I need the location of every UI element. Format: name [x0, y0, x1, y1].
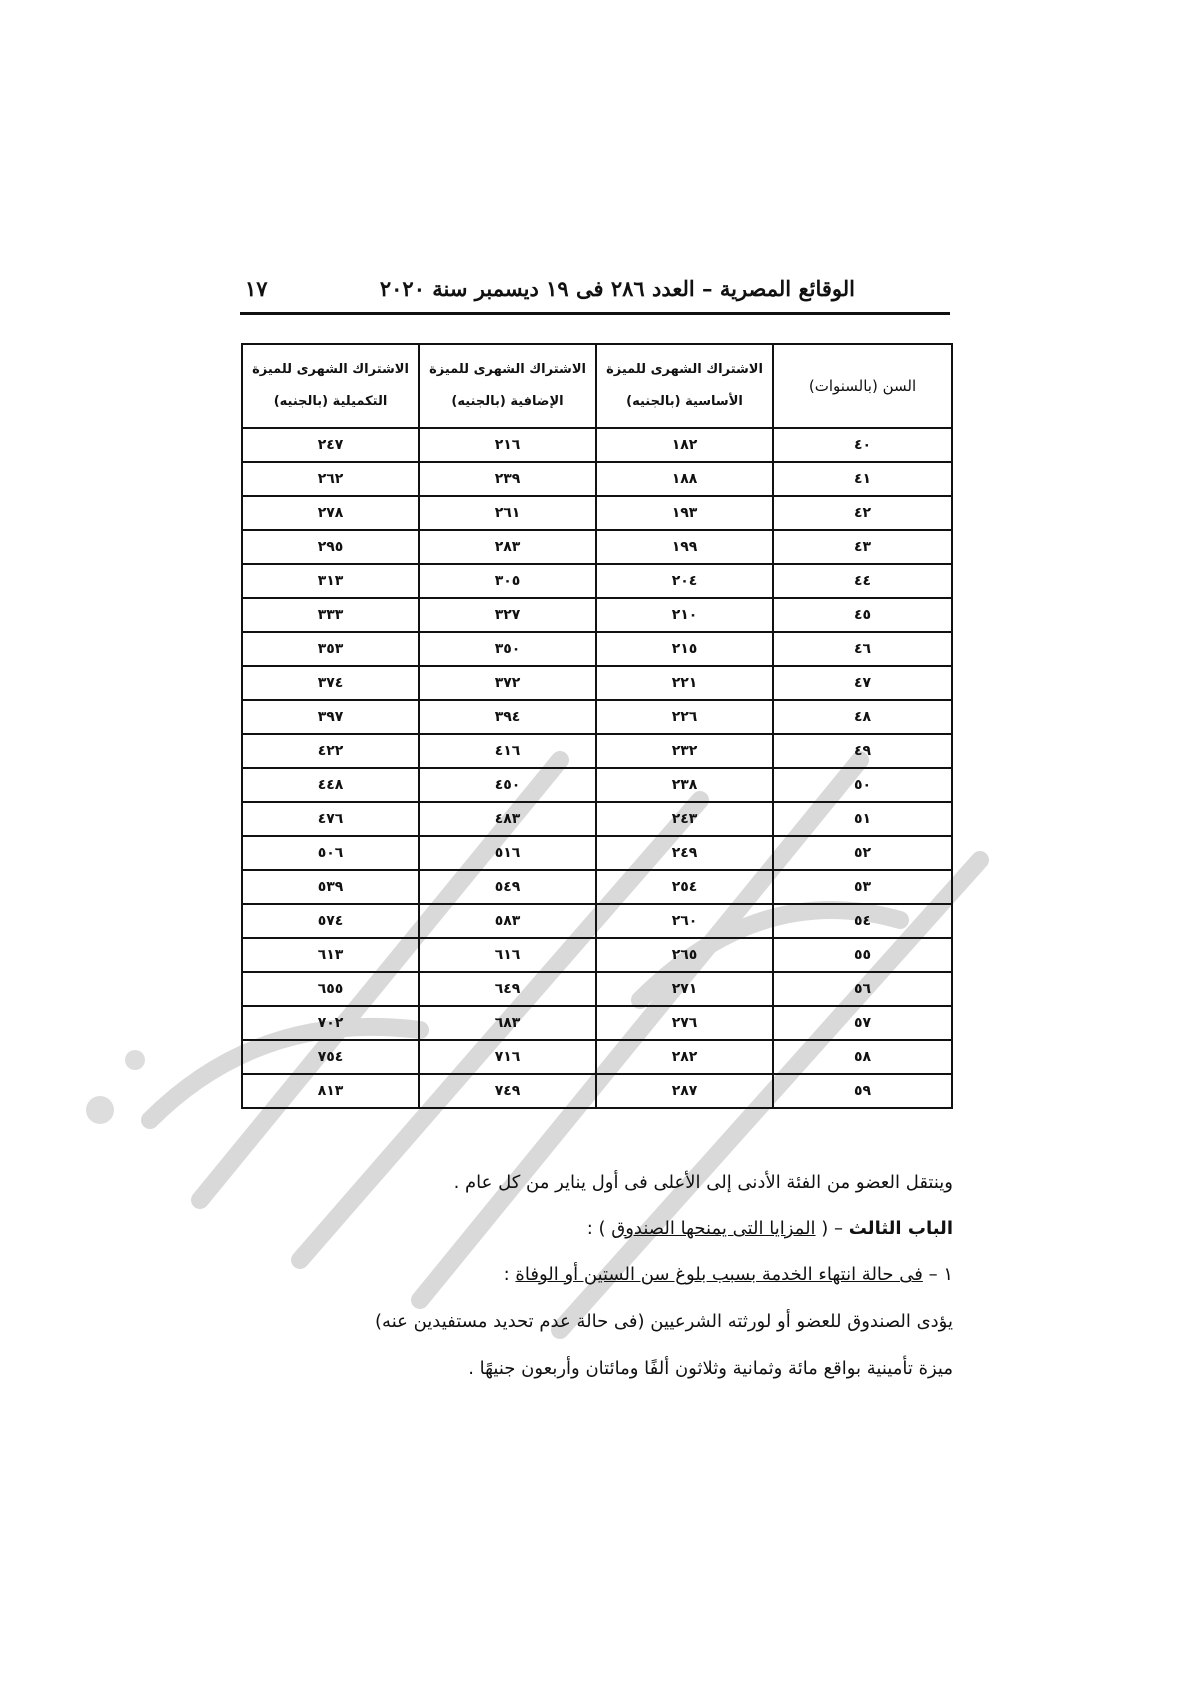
clause-body-line2: ميزة تأمينية بواقع مائة وثمانية وثلاثون ألفًا ومائتان وأربعون جنيهًا . [468, 1358, 953, 1379]
chapter-subtitle: المزايا التى يمنحها الصندوق [611, 1218, 816, 1239]
header-additional-line1: الاشتراك الشهرى للميزة [429, 362, 586, 377]
cell-complementary: ٦١٣ [242, 938, 419, 972]
table-row [242, 632, 952, 666]
cell-additional: ٣٥٠ [419, 632, 596, 666]
cell-basic: ٢٤٣ [596, 802, 773, 836]
table-row [242, 700, 952, 734]
cell-complementary: ٣٥٣ [242, 632, 419, 666]
cell-complementary: ٤٧٦ [242, 802, 419, 836]
cell-additional: ٤٨٣ [419, 802, 596, 836]
cell-age: ٤٠ [773, 428, 952, 462]
cell-complementary: ٣٩٧ [242, 700, 419, 734]
cell-complementary: ٣٧٤ [242, 666, 419, 700]
cell-age: ٤٦ [773, 632, 952, 666]
table-body [242, 428, 952, 1108]
cell-basic: ١٩٩ [596, 530, 773, 564]
cell-age: ٤٧ [773, 666, 952, 700]
table-row [242, 530, 952, 564]
cell-additional: ٣٢٧ [419, 598, 596, 632]
cell-basic: ٢٨٧ [596, 1074, 773, 1108]
table-row [242, 904, 952, 938]
header-basic-line2: الأساسية (بالجنيه) [626, 394, 743, 409]
cell-age: ٤٣ [773, 530, 952, 564]
cell-basic: ٢٢٦ [596, 700, 773, 734]
cell-additional: ٥١٦ [419, 836, 596, 870]
chapter-heading [220, 1218, 953, 1239]
table-row [242, 1074, 952, 1108]
cell-complementary: ٤٤٨ [242, 768, 419, 802]
cell-additional: ٢٣٩ [419, 462, 596, 496]
chapter-label: الباب الثالث [848, 1218, 953, 1239]
table-row [242, 802, 952, 836]
cell-age: ٥٣ [773, 870, 952, 904]
cell-additional: ٤١٦ [419, 734, 596, 768]
cell-complementary: ٢٧٨ [242, 496, 419, 530]
cell-additional: ٢٨٣ [419, 530, 596, 564]
table-row [242, 836, 952, 870]
cell-complementary: ٣١٣ [242, 564, 419, 598]
cell-additional: ٥٤٩ [419, 870, 596, 904]
cell-complementary: ٢٩٥ [242, 530, 419, 564]
cell-basic: ٢٨٢ [596, 1040, 773, 1074]
cell-additional: ٤٥٠ [419, 768, 596, 802]
cell-complementary: ٥٧٤ [242, 904, 419, 938]
cell-age: ٤٤ [773, 564, 952, 598]
header-complementary-line1: الاشتراك الشهرى للميزة [252, 362, 409, 377]
cell-age: ٤٥ [773, 598, 952, 632]
cell-basic: ٢٧١ [596, 972, 773, 1006]
page-header [240, 272, 950, 315]
cell-age: ٤٢ [773, 496, 952, 530]
table-row [242, 938, 952, 972]
cell-basic: ٢١٥ [596, 632, 773, 666]
cell-complementary: ٥٠٦ [242, 836, 419, 870]
clause-number: ١ – [922, 1264, 953, 1285]
cell-additional: ٣٧٢ [419, 666, 596, 700]
clause-end: : [503, 1264, 516, 1285]
cell-age: ٥٦ [773, 972, 952, 1006]
cell-additional: ٣٠٥ [419, 564, 596, 598]
cell-basic: ٢٣٢ [596, 734, 773, 768]
cell-additional: ٦١٦ [419, 938, 596, 972]
cell-complementary: ٦٥٥ [242, 972, 419, 1006]
cell-age: ٤٩ [773, 734, 952, 768]
cell-basic: ٢٧٦ [596, 1006, 773, 1040]
table-row [242, 666, 952, 700]
cell-complementary: ٢٦٢ [242, 462, 419, 496]
table-row [242, 1040, 952, 1074]
cell-basic: ١٩٣ [596, 496, 773, 530]
clause-body-line1: يؤدى الصندوق للعضو أو لورثته الشرعيين (فى حالة عدم تحديد مستفيدين عنه) [375, 1311, 953, 1332]
cell-additional: ٣٩٤ [419, 700, 596, 734]
cell-basic: ٢٦٥ [596, 938, 773, 972]
table-row [242, 972, 952, 1006]
table-row [242, 462, 952, 496]
header-complementary-line2: التكميلية (بالجنيه) [273, 394, 388, 409]
transfer-note: وينتقل العضو من الفئة الأدنى إلى الأعلى فى أول يناير من كل عام . [453, 1172, 953, 1193]
clause-one [220, 1264, 953, 1285]
table-row [242, 768, 952, 802]
table-row [242, 564, 952, 598]
chapter-dash: – ( [815, 1218, 849, 1239]
gazette-title: الوقائع المصرية – العدد ٢٨٦ فى ١٩ ديسمبر سنة ٢٠٢٠ [379, 276, 855, 301]
subscription-table [241, 343, 953, 1109]
table-row [242, 734, 952, 768]
cell-basic: ١٨٢ [596, 428, 773, 462]
cell-basic: ٢٤٩ [596, 836, 773, 870]
table-row [242, 428, 952, 462]
cell-age: ٥٧ [773, 1006, 952, 1040]
cell-complementary: ٥٣٩ [242, 870, 419, 904]
cell-basic: ٢٠٤ [596, 564, 773, 598]
header-basic-line1: الاشتراك الشهرى للميزة [606, 362, 763, 377]
cell-basic: ٢١٠ [596, 598, 773, 632]
cell-additional: ٧٤٩ [419, 1074, 596, 1108]
cell-additional: ٦٤٩ [419, 972, 596, 1006]
cell-age: ٥٤ [773, 904, 952, 938]
cell-complementary: ٣٣٣ [242, 598, 419, 632]
header-additional-line2: الإضافية (بالجنيه) [451, 394, 564, 409]
table-row [242, 496, 952, 530]
cell-complementary: ٨١٣ [242, 1074, 419, 1108]
cell-basic: ٢٢١ [596, 666, 773, 700]
cell-basic: ٢٣٨ [596, 768, 773, 802]
cell-age: ٥٠ [773, 768, 952, 802]
cell-age: ٤٨ [773, 700, 952, 734]
table-row [242, 1006, 952, 1040]
page-number: ١٧ [245, 276, 268, 301]
clause-title: فى حالة انتهاء الخدمة بسبب بلوغ سن الستين أو الوفاة [515, 1264, 923, 1285]
cell-additional: ٦٨٣ [419, 1006, 596, 1040]
cell-complementary: ٤٢٢ [242, 734, 419, 768]
cell-age: ٥٨ [773, 1040, 952, 1074]
table-row [242, 870, 952, 904]
cell-additional: ٥٨٣ [419, 904, 596, 938]
cell-complementary: ٧٠٢ [242, 1006, 419, 1040]
header-complementary [242, 344, 419, 428]
cell-age: ٥١ [773, 802, 952, 836]
chapter-end: ) : [586, 1218, 612, 1239]
cell-basic: ١٨٨ [596, 462, 773, 496]
cell-additional: ٧١٦ [419, 1040, 596, 1074]
cell-age: ٥٩ [773, 1074, 952, 1108]
table-header-row [242, 344, 952, 428]
header-additional [419, 344, 596, 428]
cell-basic: ٢٦٠ [596, 904, 773, 938]
table-row [242, 598, 952, 632]
header-age: السن (بالسنوات) [773, 344, 952, 428]
cell-basic: ٢٥٤ [596, 870, 773, 904]
cell-complementary: ٢٤٧ [242, 428, 419, 462]
header-basic [596, 344, 773, 428]
cell-complementary: ٧٥٤ [242, 1040, 419, 1074]
cell-additional: ٢٦١ [419, 496, 596, 530]
cell-age: ٥٥ [773, 938, 952, 972]
cell-age: ٥٢ [773, 836, 952, 870]
cell-additional: ٢١٦ [419, 428, 596, 462]
cell-age: ٤١ [773, 462, 952, 496]
